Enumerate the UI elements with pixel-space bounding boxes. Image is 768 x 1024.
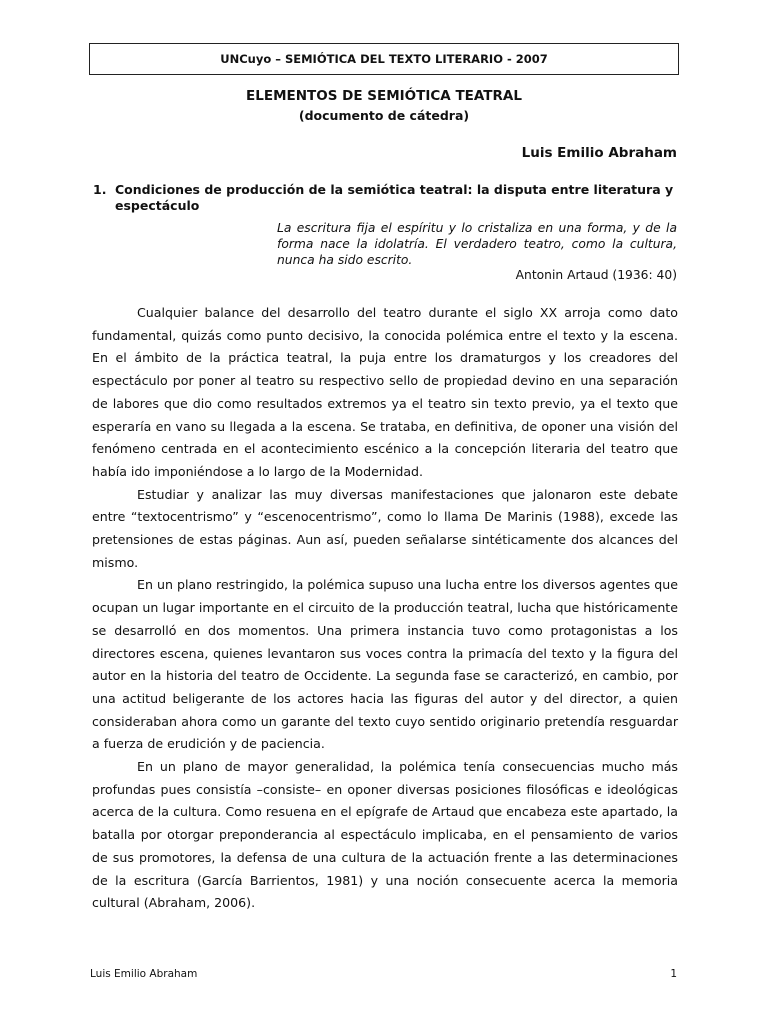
epigraph-quote: La escritura fija el espíritu y lo cristaliza en una forma, y de la forma nace la idolatría. El verdadero teatro, como la cultura, nunca ha sido escrito. <box>277 221 677 267</box>
body-text <box>92 302 678 915</box>
document-author: Luis Emilio Abraham <box>521 145 677 161</box>
document-title: ELEMENTOS DE SEMIÓTICA TEATRAL <box>246 88 522 104</box>
epigraph-source: Antonin Artaud (1936: 40) <box>515 268 677 282</box>
paragraph: En un plano de mayor generalidad, la polémica tenía consecuencias mucho más profundas pues consistía –consiste– en oponer diversas posiciones filosóficas e ideológicas acerca de la cultura. Como resuena en el epígrafe de Artaud que encabeza este apartado, la batalla por otorgar preponderancia al espectáculo implicaba, en el pensamiento de varios de sus promotores, la defensa de una cultura de la actuación frente a las determinaciones de la escritura (García Barrientos, 1981) y una noción consecuente acerca la memoria cultural (Abraham, 2006). <box>92 759 678 911</box>
footer-author: Luis Emilio Abraham <box>90 968 198 980</box>
course-header <box>89 43 679 75</box>
section-number: 1. <box>93 182 107 197</box>
course-header-text: UNCuyo – SEMIÓTICA DEL TEXTO LITERARIO - 2007 <box>220 52 548 66</box>
document-subtitle: (documento de cátedra) <box>298 108 470 123</box>
section-title: Condiciones de producción de la semiótica teatral: la disputa entre literatura y espectáculo <box>115 182 674 213</box>
paragraph: Cualquier balance del desarrollo del teatro durante el siglo XX arroja como dato fundamental, quizás como punto decisivo, la conocida polémica entre el texto y la escena. En el ámbito de la práctica teatral, la puja entre los dramaturgos y los creadores del espectáculo por poner al teatro su respectivo sello de propiedad devino en una separación de labores que dio como resultados extremos ya el teatro sin texto previo, ya el texto que esperaría en vano su llegada a la escena. Se trataba, en definitiva, de oponer una visión del fenómeno centrada en el acontecimiento escénico a la concepción literaria del teatro que había ido imponiéndose a lo largo de la Modernidad. <box>92 305 678 479</box>
paragraph: En un plano restringido, la polémica supuso una lucha entre los diversos agentes que ocupan un lugar importante en el circuito de la producción teatral, lucha que históricamente se desarrolló en dos momentos. Una primera instancia tuvo como protagonistas a los directores escena, quienes levantaron sus voces contra la primacía del texto y la figura del autor en la historia del teatro de Occidente. La segunda fase se caracterizó, en cambio, por una actitud beligerante de los actores hacia las figuras del autor y del director, a quien consideraban ahora como un garante del texto cuyo sentido originario pretendía resguardar a fuerza de erudición y de paciencia. <box>92 577 678 752</box>
page-number: 1 <box>670 968 677 980</box>
paragraph: Estudiar y analizar las muy diversas manifestaciones que jalonaron este debate entre “textocentrismo” y “escenocentrismo”, como lo llama De Marinis (1988), excede las pretensiones de estas páginas. Aun así, pueden señalarse sintéticamente dos alcances del mismo. <box>92 486 678 570</box>
section-heading <box>93 182 678 214</box>
